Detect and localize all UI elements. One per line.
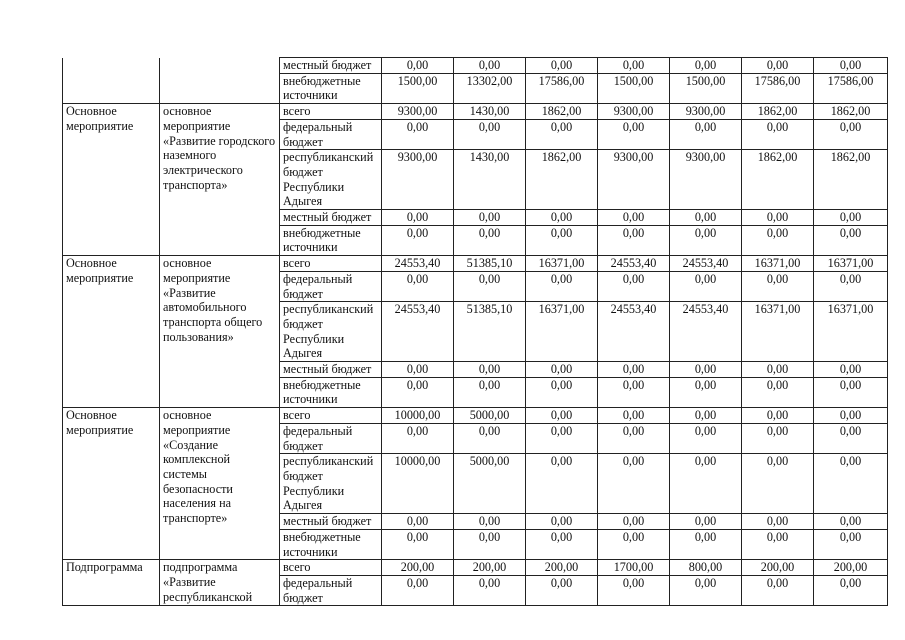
amount-cell: 0,00 <box>814 210 888 226</box>
amount-cell: 0,00 <box>814 58 888 74</box>
amount-cell: 0,00 <box>670 423 742 453</box>
event-name-cell: основное мероприятие «Развитие городского наземного электрического транспорта» <box>160 104 280 256</box>
amount-cell: 0,00 <box>598 408 670 424</box>
amount-cell: 0,00 <box>742 225 814 255</box>
amount-cell: 24553,40 <box>598 302 670 362</box>
amount-cell: 0,00 <box>598 362 670 378</box>
amount-cell: 0,00 <box>742 362 814 378</box>
amount-cell: 0,00 <box>454 423 526 453</box>
amount-cell: 1862,00 <box>742 104 814 120</box>
amount-cell: 1430,00 <box>454 104 526 120</box>
amount-cell: 0,00 <box>670 225 742 255</box>
amount-cell: 5000,00 <box>454 454 526 514</box>
amount-cell: 0,00 <box>526 377 598 407</box>
amount-cell: 0,00 <box>598 514 670 530</box>
funding-source-cell: местный бюджет <box>280 58 382 74</box>
funding-source-cell: всего <box>280 104 382 120</box>
amount-cell: 0,00 <box>382 225 454 255</box>
amount-cell: 200,00 <box>382 560 454 576</box>
amount-cell: 1500,00 <box>382 73 454 103</box>
amount-cell: 0,00 <box>454 377 526 407</box>
amount-cell: 0,00 <box>382 529 454 559</box>
amount-cell: 16371,00 <box>526 256 598 272</box>
amount-cell: 0,00 <box>814 454 888 514</box>
amount-cell: 0,00 <box>670 362 742 378</box>
amount-cell: 0,00 <box>742 575 814 605</box>
amount-cell: 1862,00 <box>526 104 598 120</box>
amount-cell: 0,00 <box>526 271 598 301</box>
amount-cell: 0,00 <box>526 575 598 605</box>
amount-cell: 0,00 <box>526 408 598 424</box>
amount-cell: 0,00 <box>742 423 814 453</box>
amount-cell: 24553,40 <box>382 256 454 272</box>
table-row <box>63 408 888 424</box>
amount-cell: 0,00 <box>454 58 526 74</box>
amount-cell: 0,00 <box>670 210 742 226</box>
amount-cell: 0,00 <box>598 271 670 301</box>
amount-cell: 0,00 <box>526 423 598 453</box>
amount-cell: 0,00 <box>814 529 888 559</box>
event-name-cell: основное мероприятие «Создание комплексной системы безопасности населения на транспорте» <box>160 408 280 560</box>
amount-cell: 0,00 <box>670 575 742 605</box>
amount-cell: 0,00 <box>742 408 814 424</box>
funding-source-cell: федеральный бюджет <box>280 575 382 605</box>
amount-cell: 0,00 <box>454 514 526 530</box>
amount-cell: 200,00 <box>742 560 814 576</box>
funding-source-cell: республиканский бюджет Республики Адыгея <box>280 150 382 210</box>
amount-cell: 0,00 <box>670 529 742 559</box>
amount-cell: 0,00 <box>814 362 888 378</box>
amount-cell: 0,00 <box>814 575 888 605</box>
amount-cell: 0,00 <box>598 225 670 255</box>
amount-cell: 0,00 <box>742 514 814 530</box>
amount-cell: 0,00 <box>670 58 742 74</box>
amount-cell: 16371,00 <box>814 302 888 362</box>
amount-cell: 0,00 <box>598 58 670 74</box>
amount-cell: 0,00 <box>526 210 598 226</box>
amount-cell: 24553,40 <box>382 302 454 362</box>
amount-cell: 0,00 <box>382 514 454 530</box>
amount-cell: 0,00 <box>742 529 814 559</box>
status-cell: Основное мероприятие <box>63 104 160 256</box>
amount-cell: 0,00 <box>598 377 670 407</box>
amount-cell: 0,00 <box>670 408 742 424</box>
amount-cell: 200,00 <box>526 560 598 576</box>
amount-cell: 0,00 <box>526 454 598 514</box>
funding-source-cell: местный бюджет <box>280 210 382 226</box>
amount-cell: 0,00 <box>814 271 888 301</box>
amount-cell: 0,00 <box>598 529 670 559</box>
status-cell-empty <box>63 58 160 104</box>
amount-cell: 0,00 <box>814 225 888 255</box>
amount-cell: 0,00 <box>742 210 814 226</box>
amount-cell: 0,00 <box>598 423 670 453</box>
amount-cell: 9300,00 <box>382 104 454 120</box>
table-row <box>63 104 888 120</box>
funding-source-cell: внебюджетные источники <box>280 225 382 255</box>
name-cell-empty <box>160 58 280 104</box>
funding-source-cell: республиканский бюджет Республики Адыгея <box>280 454 382 514</box>
funding-source-cell: местный бюджет <box>280 514 382 530</box>
amount-cell: 9300,00 <box>382 150 454 210</box>
table-row <box>63 256 888 272</box>
table-row <box>63 58 888 74</box>
funding-source-cell: федеральный бюджет <box>280 271 382 301</box>
amount-cell: 1500,00 <box>670 73 742 103</box>
amount-cell: 51385,10 <box>454 256 526 272</box>
amount-cell: 0,00 <box>670 514 742 530</box>
amount-cell: 9300,00 <box>670 150 742 210</box>
amount-cell: 17586,00 <box>526 73 598 103</box>
amount-cell: 200,00 <box>454 560 526 576</box>
amount-cell: 16371,00 <box>742 302 814 362</box>
amount-cell: 10000,00 <box>382 408 454 424</box>
event-name-cell: подпрограмма «Развитие республиканской <box>160 560 280 606</box>
amount-cell: 1862,00 <box>526 150 598 210</box>
amount-cell: 0,00 <box>742 119 814 149</box>
status-cell: Основное мероприятие <box>63 408 160 560</box>
amount-cell: 1862,00 <box>742 150 814 210</box>
amount-cell: 0,00 <box>454 362 526 378</box>
funding-source-cell: всего <box>280 560 382 576</box>
amount-cell: 0,00 <box>382 210 454 226</box>
amount-cell: 0,00 <box>814 119 888 149</box>
amount-cell: 0,00 <box>598 575 670 605</box>
amount-cell: 0,00 <box>526 514 598 530</box>
amount-cell: 0,00 <box>814 423 888 453</box>
amount-cell: 200,00 <box>814 560 888 576</box>
amount-cell: 0,00 <box>814 408 888 424</box>
amount-cell: 0,00 <box>454 210 526 226</box>
funding-source-cell: всего <box>280 408 382 424</box>
amount-cell: 0,00 <box>382 58 454 74</box>
amount-cell: 0,00 <box>382 377 454 407</box>
amount-cell: 9300,00 <box>670 104 742 120</box>
amount-cell: 0,00 <box>526 225 598 255</box>
amount-cell: 16371,00 <box>742 256 814 272</box>
budget-table <box>62 57 888 606</box>
amount-cell: 0,00 <box>526 529 598 559</box>
amount-cell: 0,00 <box>598 454 670 514</box>
amount-cell: 0,00 <box>454 529 526 559</box>
amount-cell: 13302,00 <box>454 73 526 103</box>
amount-cell: 24553,40 <box>598 256 670 272</box>
amount-cell: 0,00 <box>670 377 742 407</box>
amount-cell: 0,00 <box>454 119 526 149</box>
funding-source-cell: внебюджетные источники <box>280 377 382 407</box>
amount-cell: 0,00 <box>742 377 814 407</box>
funding-source-cell: республиканский бюджет Республики Адыгея <box>280 302 382 362</box>
amount-cell: 0,00 <box>814 377 888 407</box>
amount-cell: 0,00 <box>526 362 598 378</box>
amount-cell: 17586,00 <box>742 73 814 103</box>
amount-cell: 0,00 <box>382 575 454 605</box>
amount-cell: 800,00 <box>670 560 742 576</box>
funding-source-cell: всего <box>280 256 382 272</box>
amount-cell: 0,00 <box>670 454 742 514</box>
amount-cell: 0,00 <box>382 362 454 378</box>
funding-source-cell: федеральный бюджет <box>280 119 382 149</box>
funding-source-cell: местный бюджет <box>280 362 382 378</box>
amount-cell: 0,00 <box>382 119 454 149</box>
status-cell: Основное мероприятие <box>63 256 160 408</box>
funding-source-cell: федеральный бюджет <box>280 423 382 453</box>
amount-cell: 10000,00 <box>382 454 454 514</box>
amount-cell: 0,00 <box>742 271 814 301</box>
amount-cell: 0,00 <box>382 271 454 301</box>
amount-cell: 0,00 <box>742 58 814 74</box>
status-cell: Подпрограмма <box>63 560 160 606</box>
amount-cell: 0,00 <box>598 119 670 149</box>
funding-source-cell: внебюджетные источники <box>280 529 382 559</box>
amount-cell: 9300,00 <box>598 104 670 120</box>
amount-cell: 5000,00 <box>454 408 526 424</box>
amount-cell: 16371,00 <box>814 256 888 272</box>
amount-cell: 0,00 <box>742 454 814 514</box>
table-row <box>63 560 888 576</box>
amount-cell: 17586,00 <box>814 73 888 103</box>
amount-cell: 51385,10 <box>454 302 526 362</box>
amount-cell: 0,00 <box>454 271 526 301</box>
amount-cell: 0,00 <box>598 210 670 226</box>
amount-cell: 16371,00 <box>526 302 598 362</box>
amount-cell: 0,00 <box>670 271 742 301</box>
amount-cell: 1700,00 <box>598 560 670 576</box>
amount-cell: 24553,40 <box>670 302 742 362</box>
event-name-cell: основное мероприятие «Развитие автомобильного транспорта общего пользования» <box>160 256 280 408</box>
amount-cell: 0,00 <box>526 119 598 149</box>
amount-cell: 0,00 <box>454 575 526 605</box>
amount-cell: 1862,00 <box>814 104 888 120</box>
amount-cell: 1500,00 <box>598 73 670 103</box>
amount-cell: 0,00 <box>814 514 888 530</box>
amount-cell: 0,00 <box>670 119 742 149</box>
amount-cell: 24553,40 <box>670 256 742 272</box>
amount-cell: 1430,00 <box>454 150 526 210</box>
amount-cell: 9300,00 <box>598 150 670 210</box>
funding-source-cell: внебюджетные источники <box>280 73 382 103</box>
amount-cell: 0,00 <box>526 58 598 74</box>
amount-cell: 0,00 <box>382 423 454 453</box>
amount-cell: 0,00 <box>454 225 526 255</box>
amount-cell: 1862,00 <box>814 150 888 210</box>
